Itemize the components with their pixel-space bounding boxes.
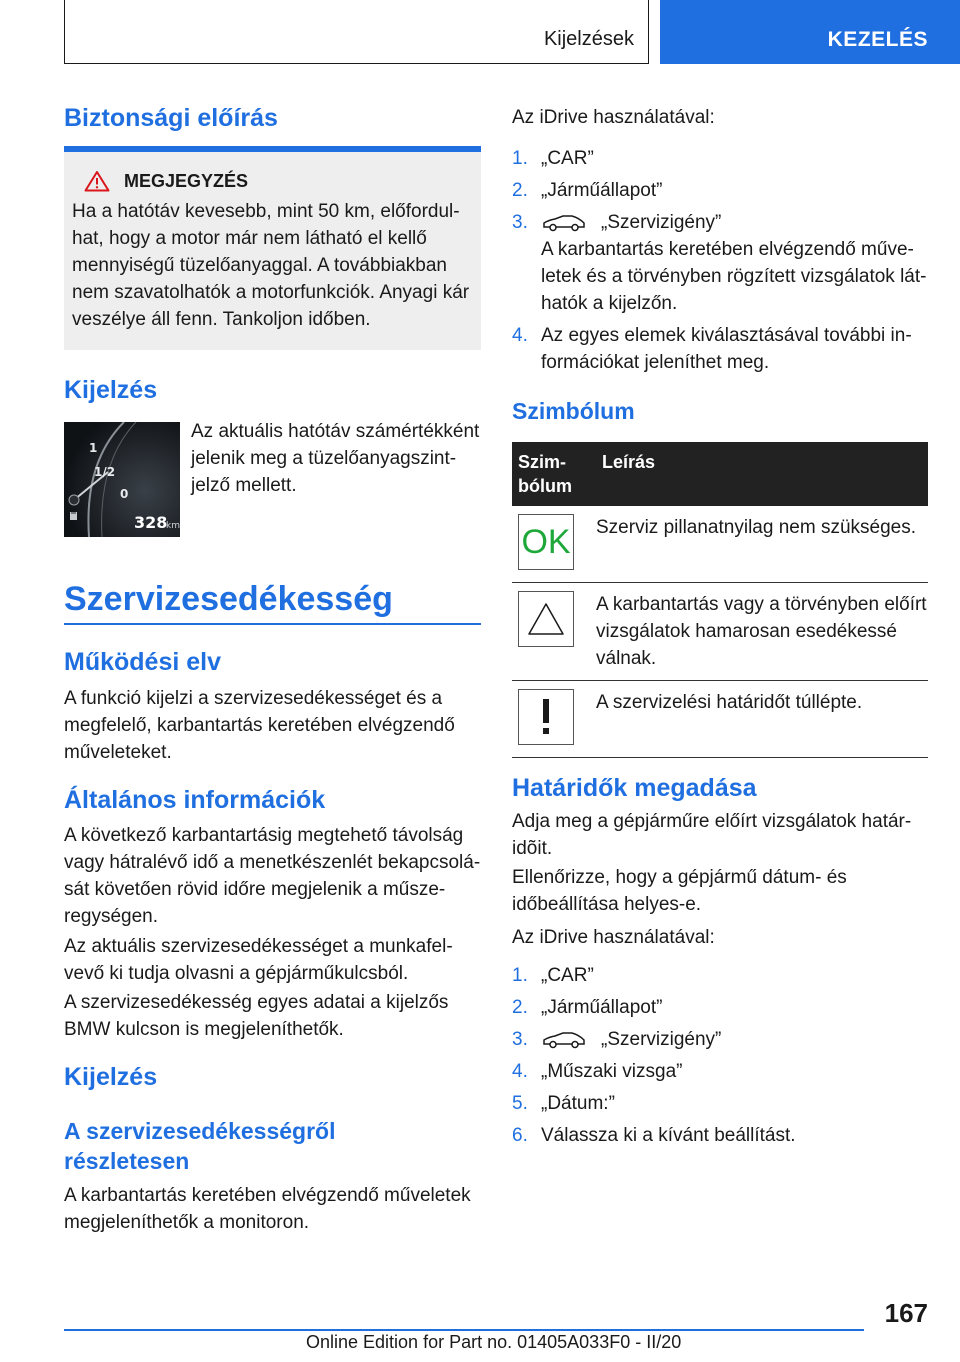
step-item [512,209,928,317]
step-item [512,1090,928,1117]
warning-note-text: Ha a hatótáv kevesebb, mint 50 km, előfordulhat, hogy a motor már nem látható el kellő mennyiségű tüzelőanyaggal. A továbbiakban nem szavatolhatók a motorfunkciók. Anyagi kár veszélye áll fenn. Tankoljon időben. [72,201,470,330]
step-text: „Dátum:” [541,1093,615,1114]
step-item [512,1058,928,1085]
warning-triangle-icon [84,170,110,192]
description-cell: A szervizelési határidőt túllépte. [596,681,928,758]
step-subtext: A karbantartás keretében elvégzendő műveletek és a törvényben rögzített vizsgálatok láthatók a kijelzőn. [541,239,927,314]
step-item [512,322,928,376]
steps-list-1 [512,145,928,381]
step-text: „Szervizigény” [601,212,722,233]
header-description: Leírás [596,442,928,506]
detail-text: A karbantartás keretében elvégzendő műveletek megjeleníthetők a monitoron. [64,1185,471,1233]
symbol-cell [512,681,596,758]
step-text: „Szervizigény” [601,1029,722,1050]
general-text-2: Az aktuális szervizesedékességet a munkafelvevő ki tudja olvasni a gépjárműkulcsból. [64,936,453,984]
symbol-cell [512,506,596,583]
step-number: 1. [512,148,528,169]
car-service-icon [541,214,587,232]
gauge-mark-half: 1/2 [94,465,116,479]
step-text: Az egyes elemek kiválasztásával további információkat jeleníthet meg. [541,325,912,373]
safety-title: Biztonsági előírás [64,104,278,132]
table-row [512,506,928,583]
step-item [512,1122,928,1149]
step-item [512,1026,928,1053]
overdue-symbol [518,689,574,745]
ok-symbol-text: OK [521,522,571,561]
deadlines-text-2: Ellenőrizze, hogy a gépjármű dátum- és időbeállítása helyes-e. [512,867,847,915]
step-text: „Járműállapot” [541,180,663,201]
gauge-mark-0: 0 [120,487,129,501]
step-number: 4. [512,325,528,346]
general-title: Általános információk [64,786,326,814]
step-item [512,145,928,172]
step-text: „CAR” [541,965,594,986]
range-value: 328 [134,513,168,532]
table-row [512,583,928,681]
header-symbol-line1: Szim- [518,452,567,472]
instrument-cluster-image [64,422,180,537]
step-number: 2. [512,997,528,1018]
detail-title-line1: A szervizesedékességről [64,1118,336,1144]
range-unit: km [166,521,180,531]
symbol-table [512,442,928,758]
description-cell: Szerviz pillanatnyilag nem szükséges. [596,506,928,583]
header-symbol [512,442,596,506]
deadlines-title: Határidők megadása [512,774,757,802]
deadlines-text-1: Adja meg a gépjárműre előírt vizsgálatok határidõit. [512,811,912,859]
warning-triangle-symbol [518,591,574,647]
table-row [512,681,928,758]
detail-title-line2: részletesen [64,1148,190,1174]
triangle-icon [526,601,566,637]
exclamation-icon [540,697,552,737]
service-title-rule [64,623,481,625]
service-title: Szervizesedékesség [64,580,393,618]
general-text-1: A következő karbantartásig megtehető távolság vagy hátralévő idő a menetkészenlét bekapcsolását követően rövid időre megjelenik a műszeregységen. [64,825,481,927]
fuel-gauge-illustration [64,422,180,537]
step-number: 3. [512,212,528,233]
step-number: 2. [512,180,528,201]
step-item [512,994,928,1021]
symbol-title: Szimbólum [512,398,635,424]
symbol-cell [512,583,596,681]
step-number: 3. [512,1029,528,1050]
step-text: „Járműállapot” [541,997,663,1018]
warning-note-box [64,146,481,350]
display2-title: Kijelzés [64,1063,158,1091]
header-chapter-tab: KEZELÉS [660,0,960,64]
idrive-intro: Az iDrive használatával: [512,107,715,128]
steps-list-2 [512,962,928,1154]
header-section-title: Kijelzések [543,28,634,50]
step-text: Válassza ki a kívánt beállítást. [541,1125,796,1146]
general-text-3: A szervizesedékesség egyes adatai a kijelzős BMW kulcson is megjeleníthetők. [64,992,449,1040]
step-item [512,177,928,204]
description-cell: A karbantartás vagy a törvényben előírt vizsgálatok hamarosan esedékessé válnak. [596,583,928,681]
symbol-table-header [512,442,928,506]
car-service-icon [541,1031,587,1049]
detail-title [64,1116,335,1176]
principle-text: A funkció kijelzi a szervizesedékességet és a megfelelő, karbantartás keretében elvégzendő műveleteket. [64,688,455,763]
step-number: 1. [512,965,528,986]
step-item [512,962,928,989]
step-text: „Műszaki vizsga” [541,1061,683,1082]
header-symbol-line2: bólum [518,476,572,496]
deadlines-text-3: Az iDrive használatával: [512,927,715,948]
warning-note-label: MEGJEGYZÉS [124,170,249,191]
display-title: Kijelzés [64,376,158,404]
footer-rule [64,1329,864,1331]
header-section-box [64,0,649,64]
ok-symbol [518,514,574,570]
warning-note-heading [84,170,471,192]
display-text: Az aktuális hatótáv számértékként jelenik meg a tüzelőanyagszintjelző mellett. [191,421,480,496]
step-number: 6. [512,1125,528,1146]
step-number: 5. [512,1093,528,1114]
step-text: „CAR” [541,148,594,169]
step-number: 4. [512,1061,528,1082]
footer-edition: Online Edition for Part no. 01405A033F0 - II/20 [306,1332,682,1352]
page-number: 167 [884,1298,928,1328]
gauge-mark-1: 1 [89,441,98,455]
principle-title: Működési elv [64,648,221,676]
